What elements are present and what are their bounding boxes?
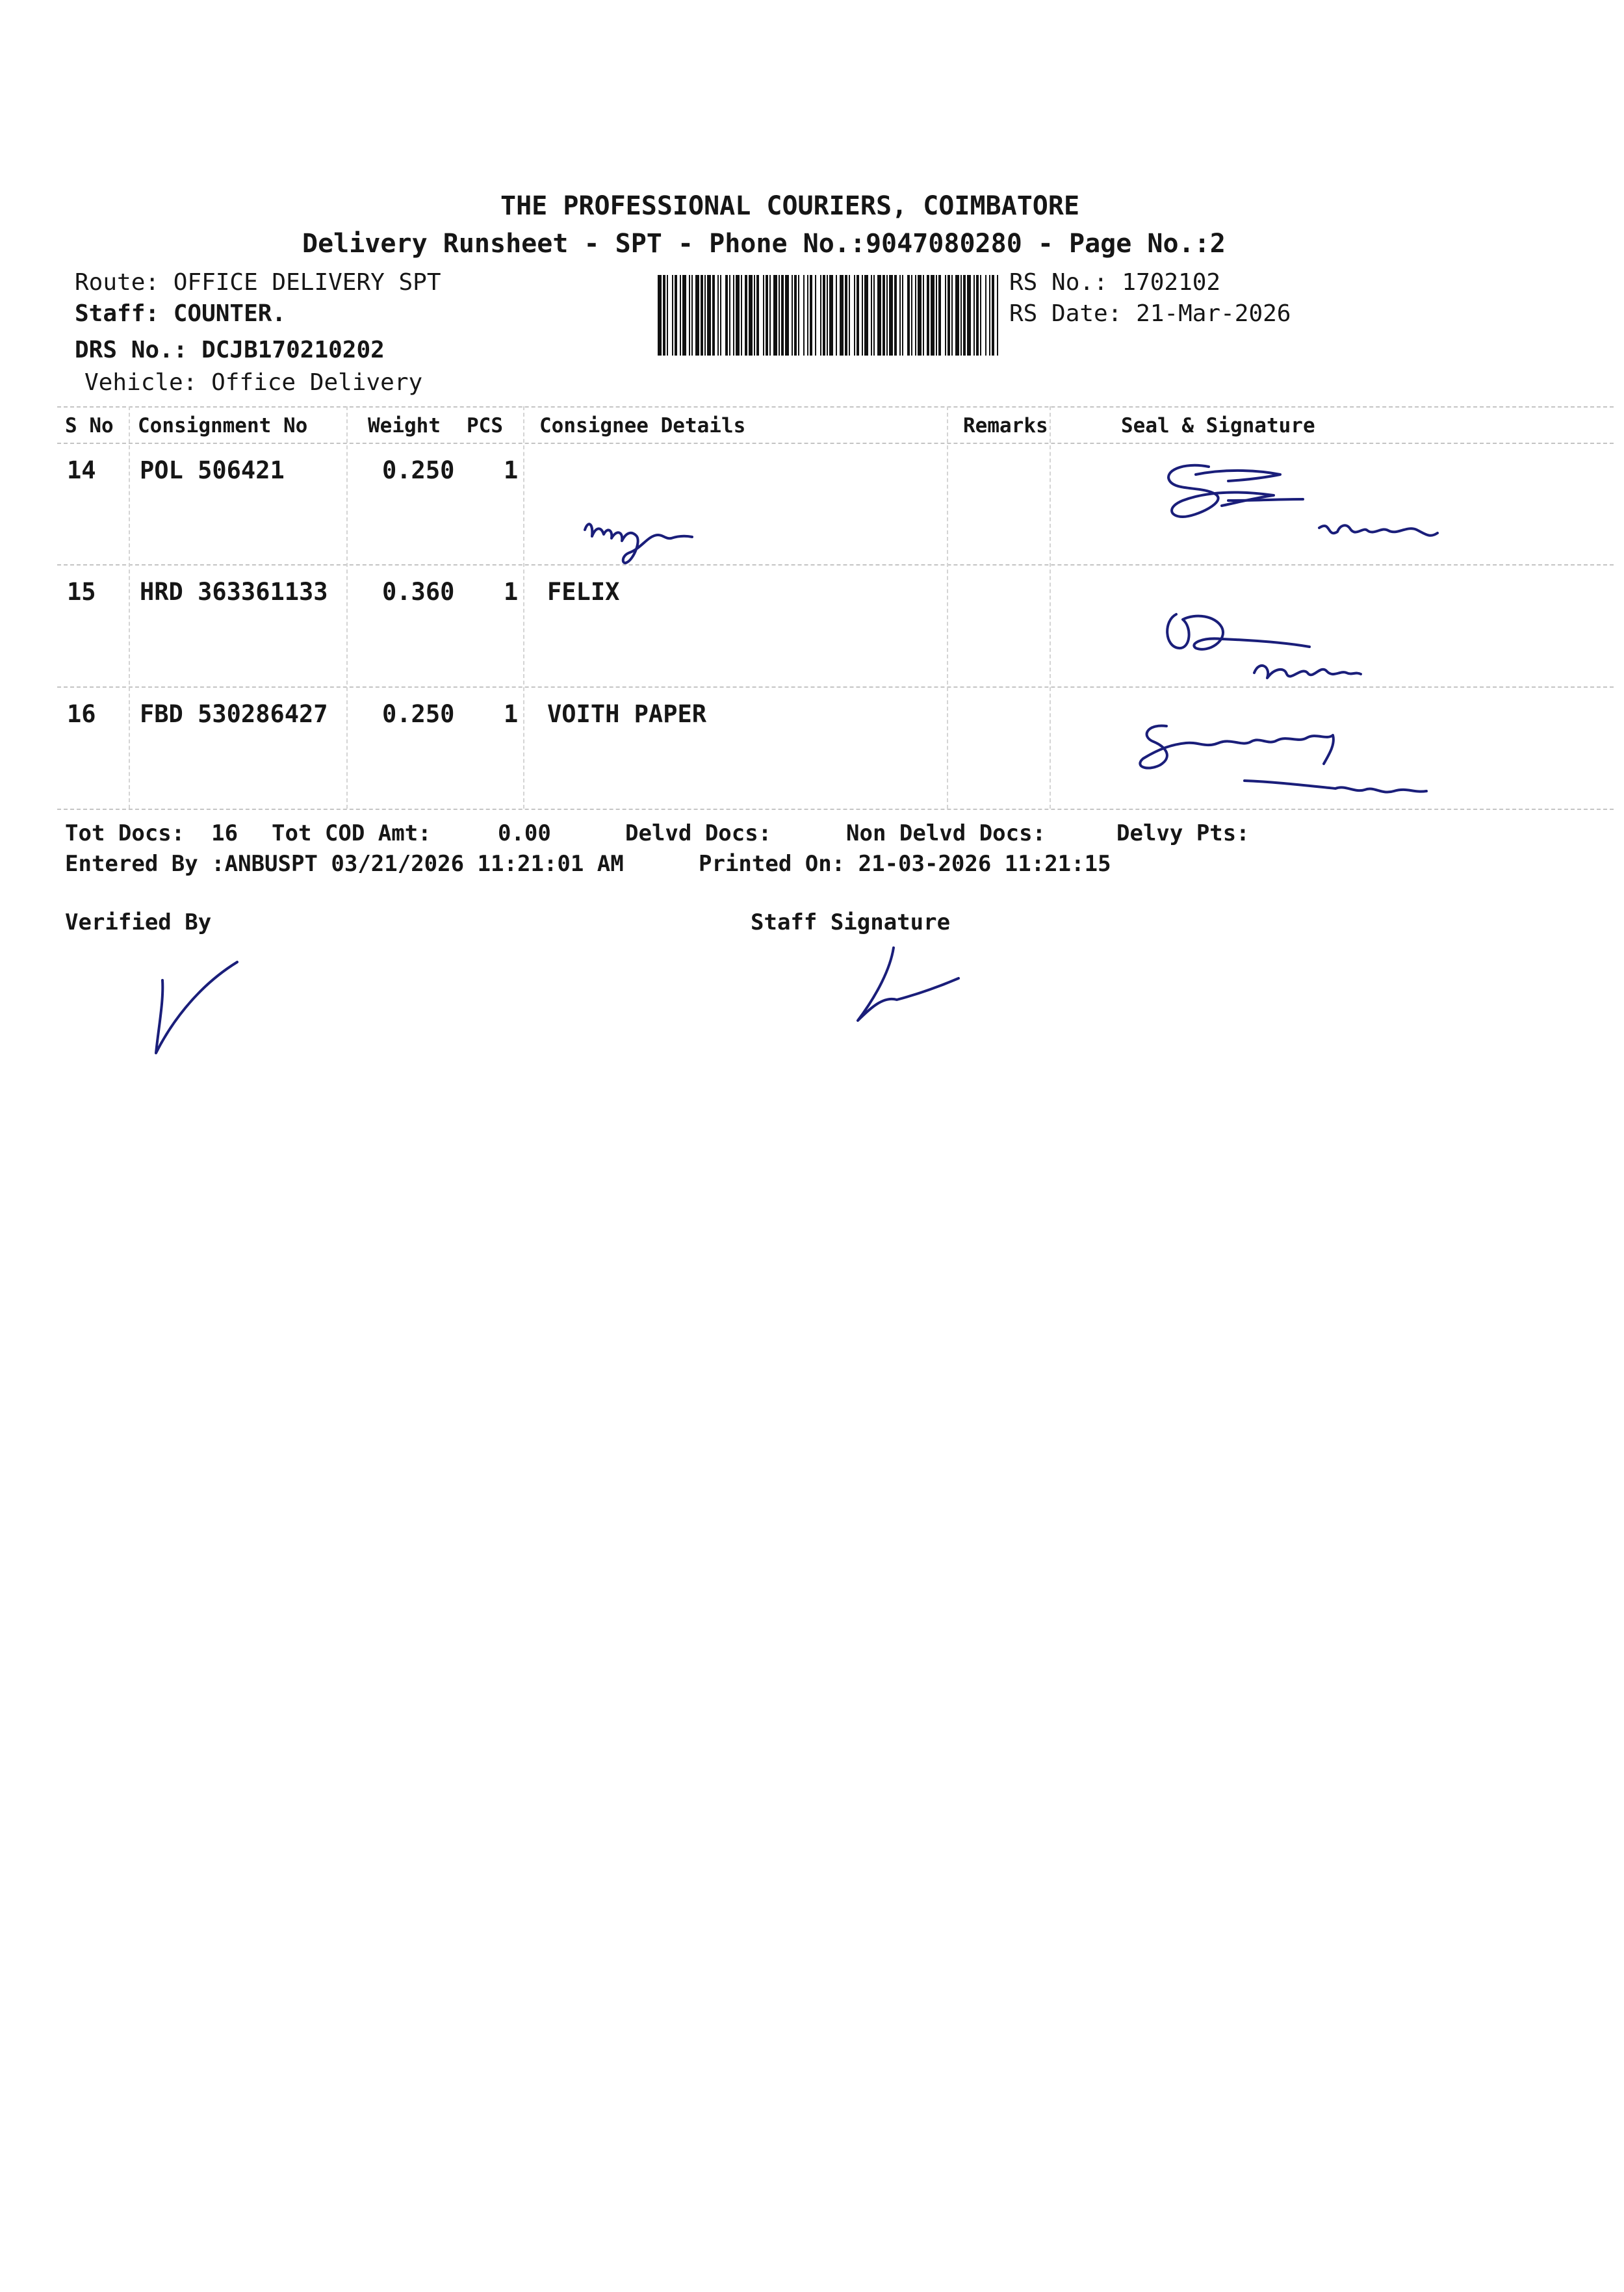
barcode [658,275,999,356]
row-weight: 0.250 [382,456,455,484]
col-seal-signature: Seal & Signature [1121,414,1315,437]
col-consignee: Consignee Details [539,414,746,437]
row-pcs: 1 [504,700,519,728]
row16-signature [1121,718,1485,829]
company-title: THE PROFESSIONAL COURIERS, COIMBATORE [500,191,1080,221]
verified-by-signature [143,956,247,1060]
col-sno: S No [65,414,114,437]
col-consignment: Consignment No [138,414,308,437]
consignee-handwriting [582,507,751,572]
row-consignment: POL 506421 [140,456,285,484]
row-sno: 15 [67,578,96,606]
row-weight: 0.360 [382,578,455,606]
row15-signature [1157,601,1521,712]
route-label: Route: OFFICE DELIVERY SPT [75,269,441,296]
row-consignment: FBD 530286427 [140,700,328,728]
row-weight: 0.250 [382,700,455,728]
col-remarks: Remarks [963,414,1048,437]
vehicle-label: Vehicle: Office Delivery [84,369,423,396]
printed-on: Printed On: 21-03-2026 11:21:15 [699,851,1111,877]
col-pcs: PCS [467,414,503,437]
delvd-docs: Delvd Docs: [625,820,772,846]
staff-signature-label: Staff Signature [751,909,951,935]
row-pcs: 1 [504,456,519,484]
rs-date: RS Date: 21-Mar-2026 [1009,300,1291,327]
verified-by-label: Verified By [65,909,212,935]
runsheet-subtitle: Delivery Runsheet - SPT - Phone No.:9047080280 - Page No.:2 [302,229,1226,259]
row-consignment: HRD 363361133 [140,578,328,606]
drs-number: DRS No.: DCJB170210202 [75,337,385,363]
row-pcs: 1 [504,578,519,606]
tot-cod-amt: Tot COD Amt: 0.00 [272,820,551,846]
staff-signature [845,943,975,1027]
row14-signature [1157,455,1521,566]
tot-docs: Tot Docs: 16 [65,820,238,846]
staff-label: Staff: COUNTER. [75,300,287,327]
col-weight: Weight [368,414,441,437]
rs-number: RS No.: 1702102 [1009,269,1221,296]
non-delvd-docs: Non Delvd Docs: [846,820,1046,846]
entered-by: Entered By :ANBUSPT 03/21/2026 11:21:01 AM [65,851,624,877]
row-consignee: FELIX [547,578,620,606]
row-sno: 14 [67,456,96,484]
row-sno: 16 [67,700,96,728]
row-consignee: VOITH PAPER [547,700,707,728]
delvy-pts: Delvy Pts: [1116,820,1250,846]
